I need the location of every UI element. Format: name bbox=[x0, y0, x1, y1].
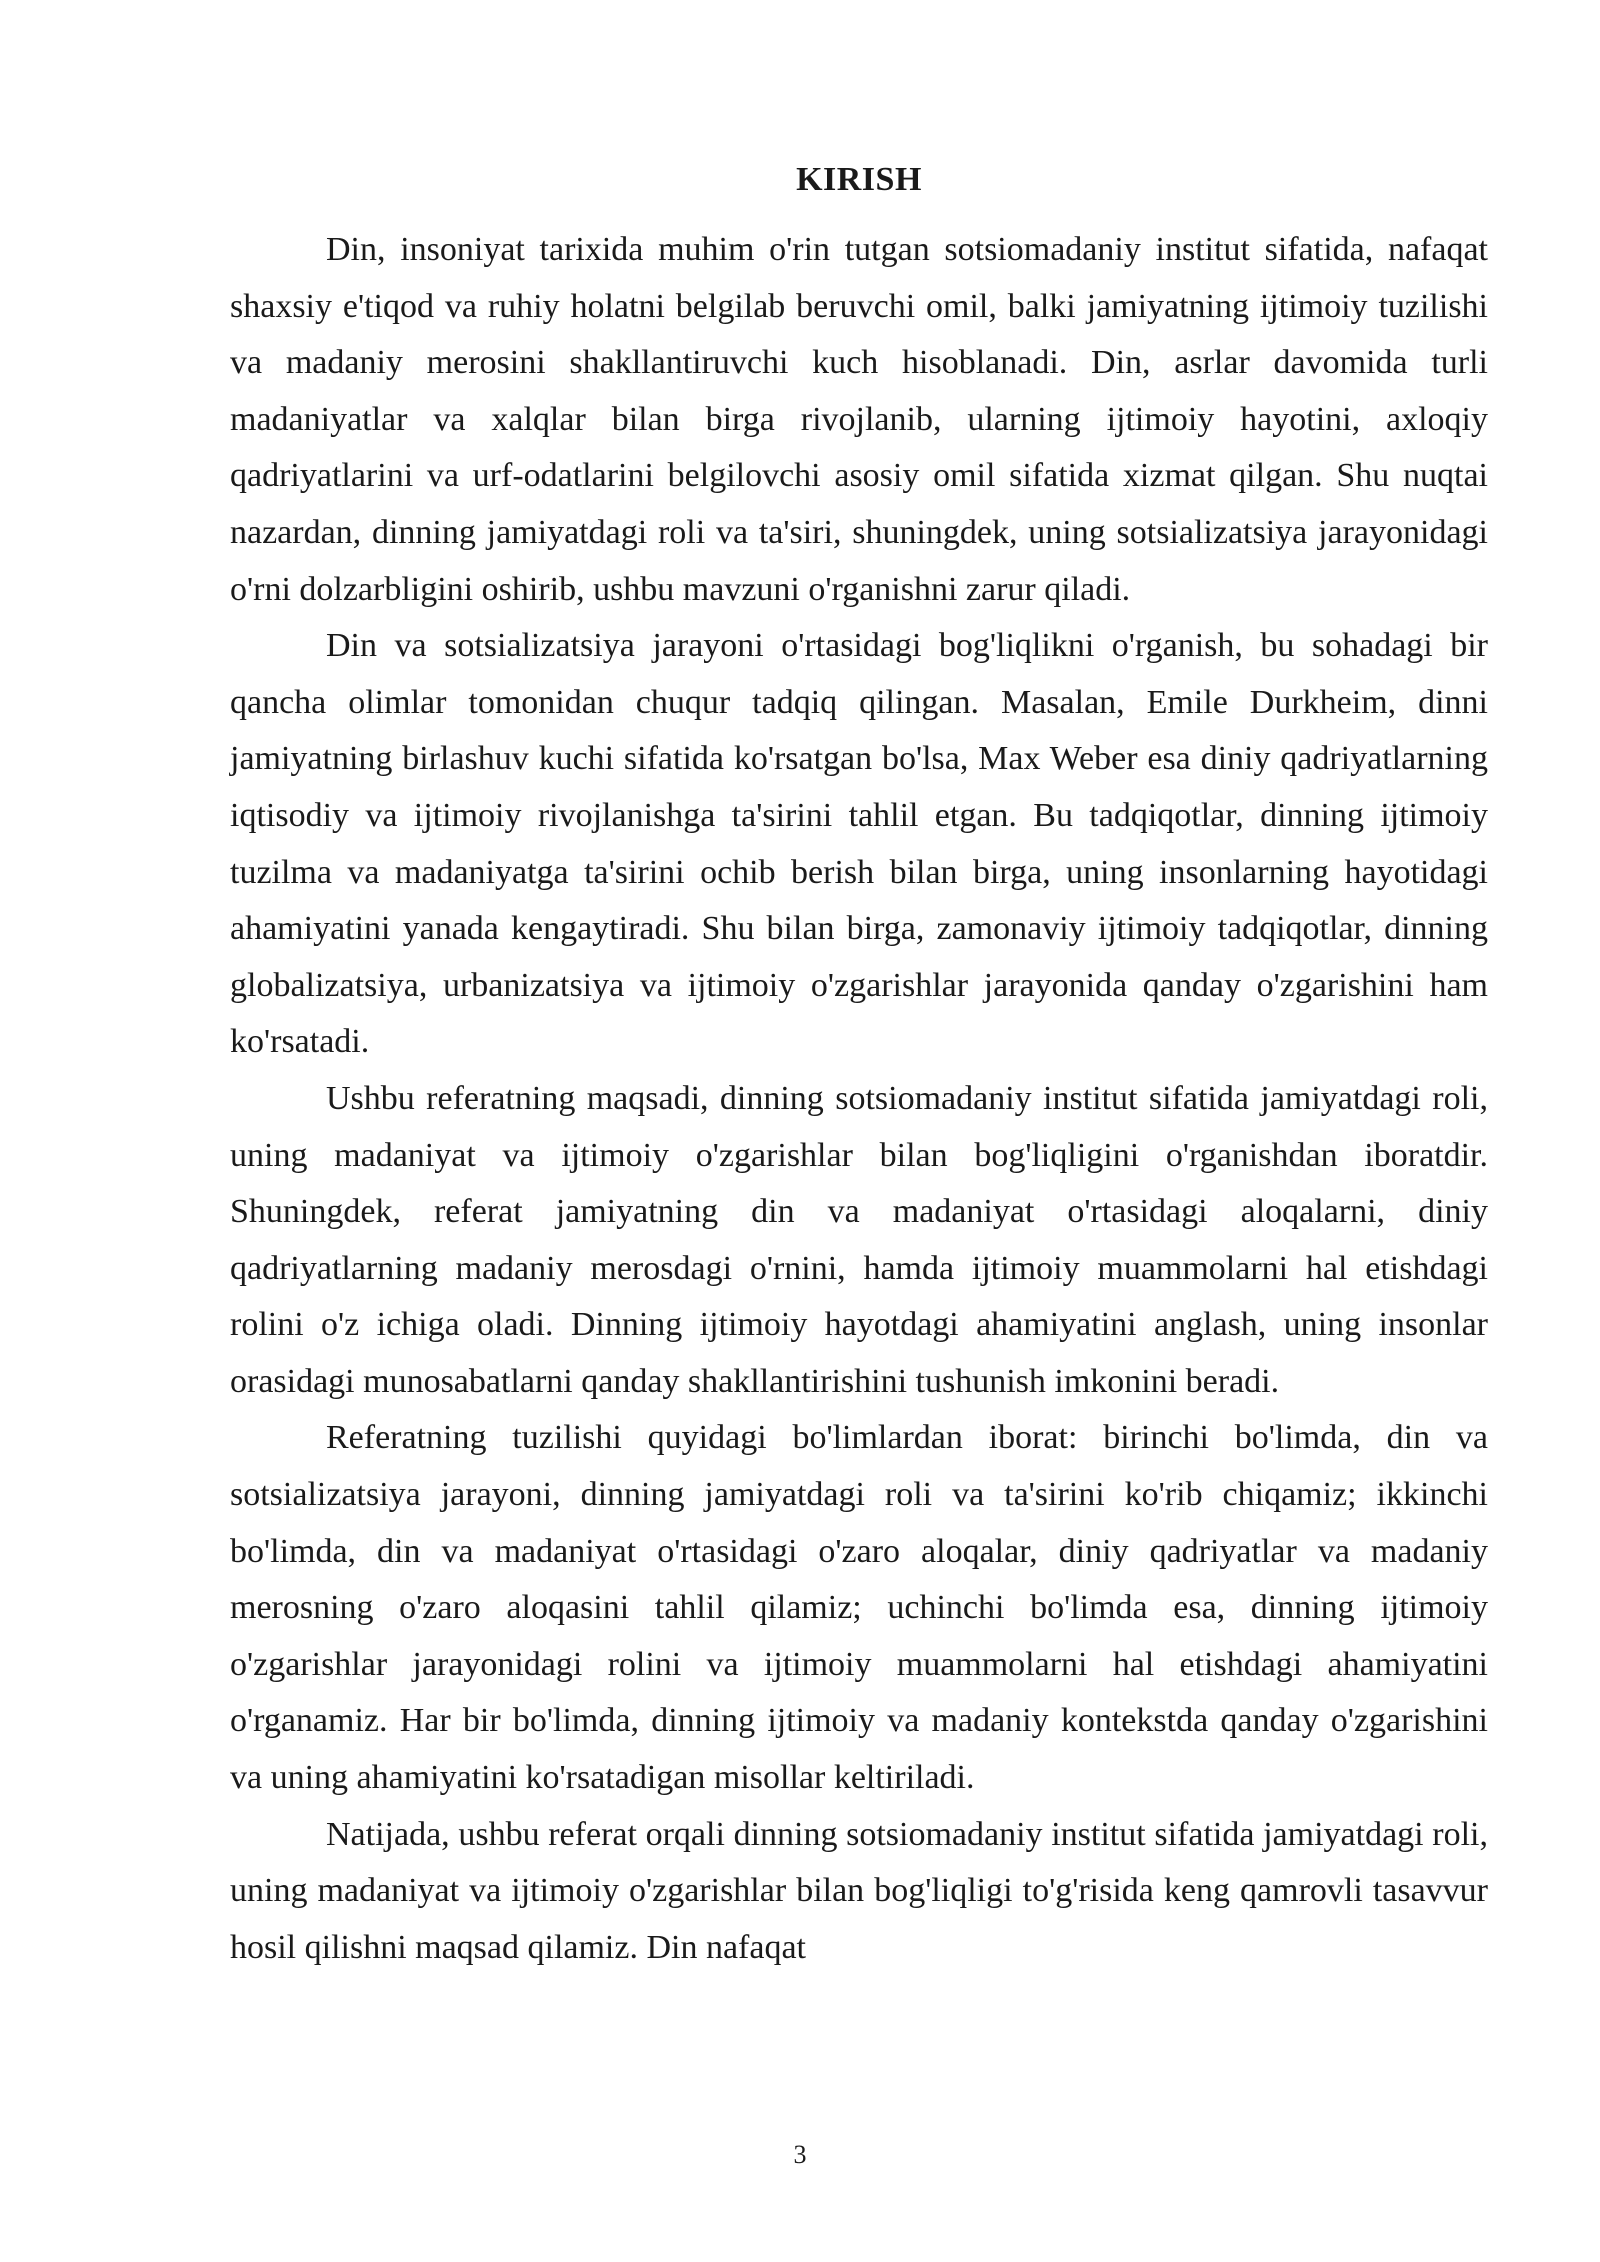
page-number: 3 bbox=[793, 2140, 807, 2169]
page-content bbox=[230, 160, 1488, 1976]
page-title: KIRISH bbox=[796, 161, 922, 198]
paragraph-3: Ushbu referatning maqsadi, dinning sotsiomadaniy institut sifatida jamiyatdagi roli, uning madaniyat va ijtimoiy o'zgarishlar bilan bog'liqligini o'rganishdan iboratdir. Shuningdek, referat jamiyatning din va madaniyat o'rtasidagi aloqalarni, diniy qadriyatlarning madaniy merosdagi o'rnini, hamda ijtimoiy muammolarni hal etishdagi rolini o'z ichiga oladi. Dinning ijtimoiy hayotdagi ahamiyatini anglash, uning insonlar orasidagi munosabatlarni qanday shakllantirishini tushunish imkonini beradi. bbox=[230, 1079, 1488, 1400]
paragraph-4: Referatning tuzilishi quyidagi bo'limlardan iborat: birinchi bo'limda, din va sotsializatsiya jarayoni, dinning jamiyatdagi roli va ta'sirini ko'rib chiqamiz; ikkinchi bo'limda, din va madaniyat o'rtasidagi o'zaro aloqalar, diniy qadriyatlar va madaniy merosning o'zaro aloqasini tahlil qilamiz; uchinchi bo'limda esa, dinning ijtimoiy o'zgarishlar jarayonidagi rolini va ijtimoiy muammolarni hal etishdagi ahamiyatini o'rganamiz. Har bir bo'limda, dinning ijtimoiy va madaniy kontekstda qanday o'zgarishini va uning ahamiyatini ko'rsatadigan misollar keltiriladi. bbox=[230, 1419, 1488, 1797]
paragraph-2: Din va sotsializatsiya jarayoni o'rtasidagi bog'liqlikni o'rganish, bu sohadagi bir qancha olimlar tomonidan chuqur tadqiq qilingan. Masalan, Emile Durkheim, dinni jamiyatning birlashuv kuchi sifatida ko'rsatgan bo'lsa, Max Weber esa diniy qadriyatlarning iqtisodiy va ijtimoiy rivojlanishga ta'sirini tahlil etgan. Bu tadqiqotlar, dinning ijtimoiy tuzilma va madaniyatga ta'sirini ochib berish bilan birga, uning insonlarning hayotidagi ahamiyatini yanada kengaytiradi. Shu bilan birga, zamonaviy ijtimoiy tadqiqotlar, dinning globalizatsiya, urbanizatsiya va ijtimoiy o'zgarishlar jarayonida qanday o'zgarishini ham ko'rsatadi. bbox=[230, 627, 1488, 1061]
paragraph-1: Din, insoniyat tarixida muhim o'rin tutgan sotsiomadaniy institut sifatida, nafaqat shaxsiy e'tiqod va ruhiy holatni belgilab beruvchi omil, balki jamiyatning ijtimoiy tuzilishi va madaniy merosini shakllantiruvchi kuch hisoblanadi. Din, asrlar davomida turli madaniyatlar va xalqlar bilan birga rivojlanib, ularning ijtimoiy hayotini, axloqiy qadriyatlarini va urf-odatlarini belgilovchi asosiy omil sifatida xizmat qilgan. Shu nuqtai nazardan, dinning jamiyatdagi roli va ta'siri, shuningdek, uning sotsializatsiya jarayonidagi o'rni dolzarbligini oshirib, ushbu mavzuni o'rganishni zarur qiladi. bbox=[230, 231, 1488, 608]
paragraph-5: Natijada, ushbu referat orqali dinning sotsiomadaniy institut sifatida jamiyatdagi roli, uning madaniyat va ijtimoiy o'zgarishlar bilan bog'liqligi to'g'risida keng qamrovli tasavvur hosil qilishni maqsad qilamiz. Din nafaqat bbox=[230, 1815, 1488, 1966]
